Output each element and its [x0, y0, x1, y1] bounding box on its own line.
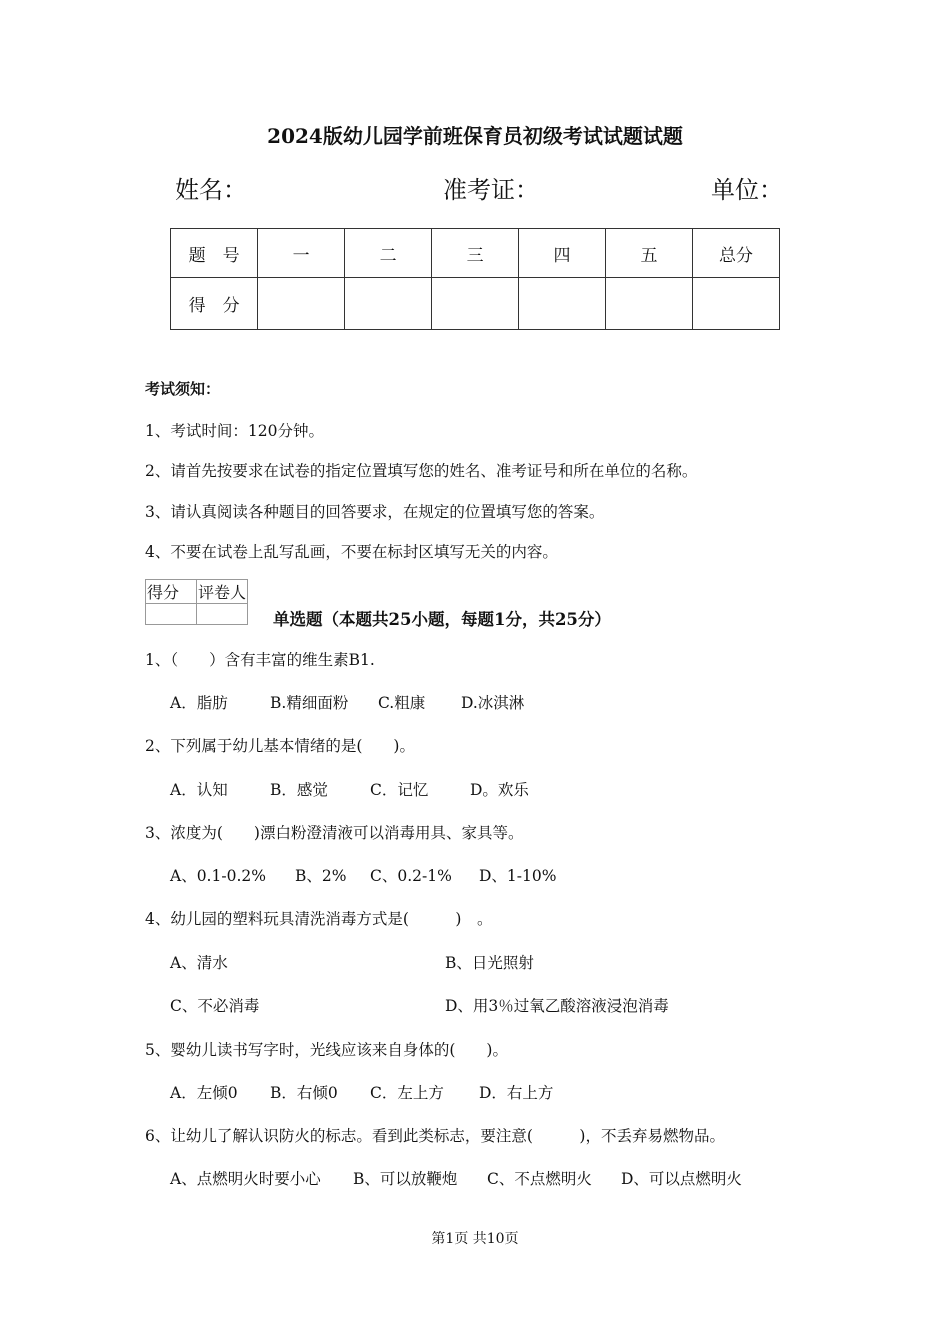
exam-id-label: 准考证： — [443, 176, 539, 204]
option: D、可以点燃明火 — [621, 1170, 742, 1188]
score-cell — [692, 278, 779, 330]
score-header-cell: 二 — [345, 229, 432, 278]
option: B、可以放鞭炮 — [353, 1170, 458, 1188]
page-title: 2024版幼儿园学前班保育员初级考试试题试题 — [267, 124, 683, 148]
grader-score-label: 得分 — [146, 580, 197, 604]
score-row-label: 得 分 — [171, 278, 258, 330]
question-stem: 3、浓度为( )漂白粉澄清液可以消毒用具、家具等。 — [145, 824, 524, 842]
option: D、1-10% — [479, 867, 557, 885]
option: A、点燃明火时要小心 — [170, 1170, 321, 1188]
option: A、0.1-0.2% — [170, 867, 266, 885]
question-stem: 5、婴幼儿读书写字时，光线应该来自身体的( )。 — [145, 1041, 508, 1059]
question-stem: 4、幼儿园的塑料玩具清洗消毒方式是( ) 。 — [145, 910, 493, 928]
name-label: 姓名： — [175, 176, 247, 204]
score-header-cell: 题 号 — [171, 229, 258, 278]
question-stem: 2、下列属于幼儿基本情绪的是( )。 — [145, 737, 415, 755]
unit-label: 单位： — [711, 176, 783, 204]
score-cell — [519, 278, 606, 330]
option: B.精细面粉 — [270, 694, 349, 712]
grader-table — [145, 579, 248, 625]
option: C、0.2-1% — [370, 867, 452, 885]
score-cell — [606, 278, 693, 330]
question-stem: 1、（ ）含有丰富的维生素B1. — [145, 651, 375, 669]
score-header-cell: 一 — [258, 229, 345, 278]
page-footer: 第1页 共10页 — [431, 1231, 519, 1247]
section-title: 单选题（本题共25小题，每题1分，共25分） — [273, 610, 611, 629]
score-table-header-row — [171, 229, 780, 278]
score-header-cell: 三 — [432, 229, 519, 278]
grader-name-cell — [197, 604, 248, 625]
option: C．记忆 — [370, 781, 429, 799]
option: A．认知 — [170, 781, 228, 799]
score-cell — [432, 278, 519, 330]
score-table — [170, 228, 780, 330]
score-cell — [258, 278, 345, 330]
score-header-cell: 总分 — [692, 229, 779, 278]
option: D。欢乐 — [470, 781, 529, 799]
option: A．脂肪 — [170, 694, 228, 712]
score-cell — [345, 278, 432, 330]
option: A．左倾0 — [170, 1084, 238, 1102]
option: A、清水 — [170, 954, 228, 972]
option: C、不必消毒 — [170, 997, 260, 1015]
option: C．左上方 — [370, 1084, 444, 1102]
notice-item: 1、考试时间：120分钟。 — [145, 422, 324, 440]
score-table-score-row — [171, 278, 780, 330]
option: D．右上方 — [479, 1084, 554, 1102]
option: C、不点燃明火 — [487, 1170, 592, 1188]
option: D、用3％过氧乙酸溶液浸泡消毒 — [445, 997, 669, 1015]
notice-heading: 考试须知： — [145, 380, 221, 398]
notice-item: 3、请认真阅读各种题目的回答要求，在规定的位置填写您的答案。 — [145, 503, 605, 521]
option: B．感觉 — [270, 781, 328, 799]
score-header-cell: 四 — [519, 229, 606, 278]
question-stem: 6、让幼儿了解认识防火的标志。看到此类标志，要注意( )，不丢弃易燃物品。 — [145, 1127, 725, 1145]
notice-item: 2、请首先按要求在试卷的指定位置填写您的姓名、准考证号和所在单位的名称。 — [145, 462, 698, 480]
grader-name-label: 评卷人 — [197, 580, 248, 604]
score-header-cell: 五 — [606, 229, 693, 278]
option: D.冰淇淋 — [461, 694, 525, 712]
option: C.粗康 — [378, 694, 426, 712]
option: B．右倾0 — [270, 1084, 338, 1102]
grader-score-cell — [146, 604, 197, 625]
notice-item: 4、不要在试卷上乱写乱画，不要在标封区填写无关的内容。 — [145, 543, 558, 561]
option: B、日光照射 — [445, 954, 534, 972]
option: B、2% — [295, 867, 347, 885]
